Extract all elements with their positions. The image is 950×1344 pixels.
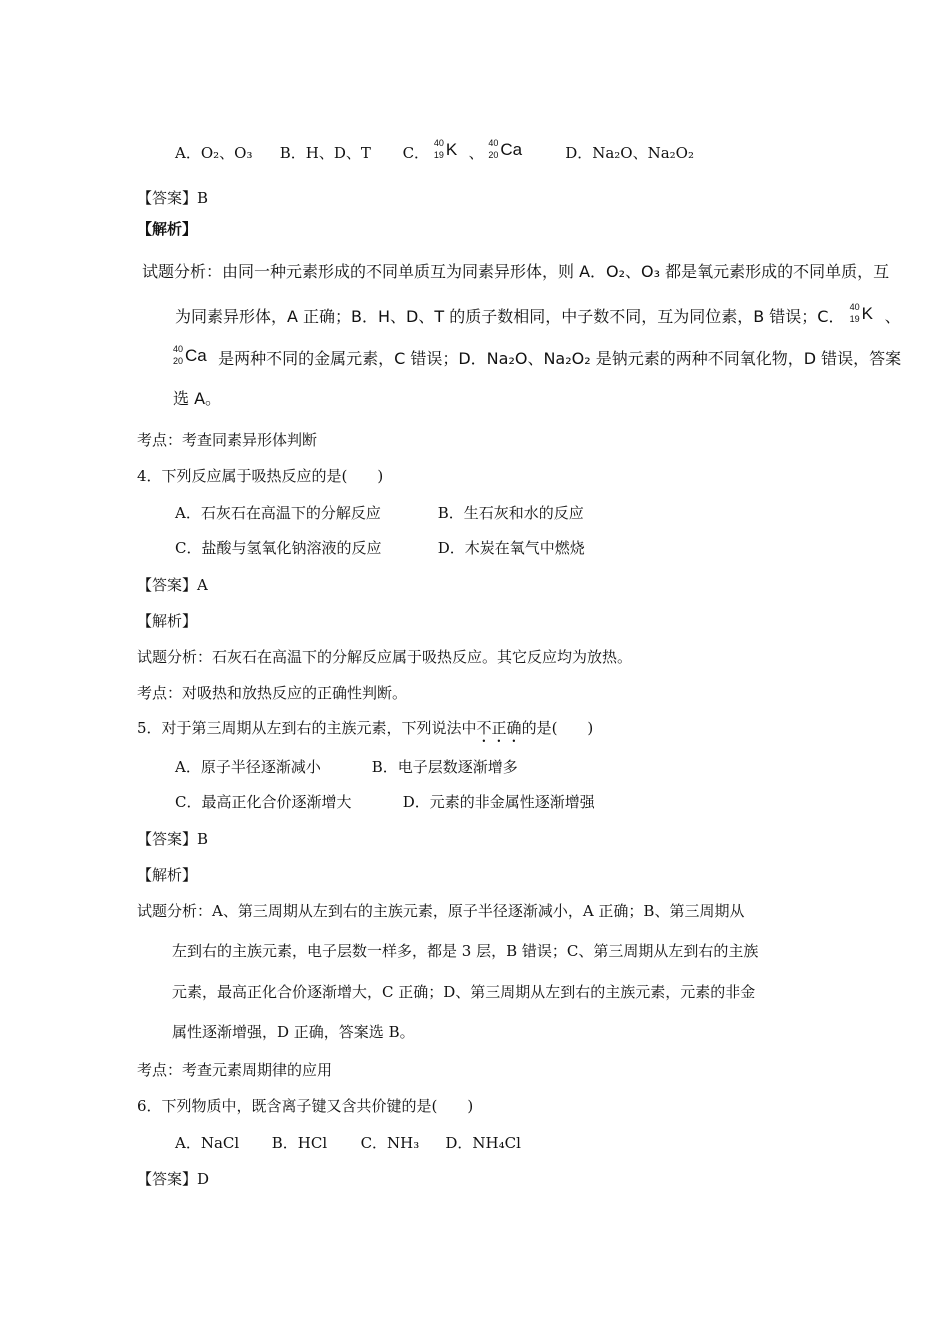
ca-atomic-number: 20	[488, 150, 499, 160]
q6-option-b: B．HCl	[271, 1134, 328, 1152]
q5-analysis-line-2: 左到右的主族元素，电子层数一样多，都是 3 层，B 错误；C、第三周期从左到右的主族	[172, 942, 759, 960]
q3-analysis-label: 【解析】	[137, 220, 198, 238]
q4-options-row-1	[175, 503, 584, 523]
ca-symbol: Ca	[185, 346, 207, 365]
q5-analysis-line-3: 元素，最高正化合价逐渐增大，C 正确；D、第三周期从左到右的主族元素，元素的非金	[172, 983, 756, 1001]
q4-kaodian: 考点：对吸热和放热反应的正确性判断。	[137, 684, 408, 702]
k-mass-number: 40	[849, 302, 860, 312]
q3-options	[175, 140, 694, 164]
k-symbol: K	[861, 304, 873, 323]
q5-option-b: B．电子层数逐渐增多	[371, 758, 518, 776]
q5-kaodian: 考点：考查元素周期律的应用	[137, 1061, 333, 1079]
q4-option-b: B．生石灰和水的反应	[437, 504, 584, 522]
nuclide-ca-40	[488, 140, 532, 164]
q3-option-b: B．H、D、T	[279, 144, 371, 162]
q4-answer: 【答案】A	[137, 576, 208, 594]
q3-option-d: D．Na₂O、Na₂O₂	[565, 144, 694, 162]
q5-analysis-line-4: 属性逐渐增强，D 正确，答案选 B。	[172, 1023, 415, 1041]
q3-separator: 、	[468, 144, 484, 162]
q3-analysis-line-2	[175, 304, 901, 328]
q4-analysis-label: 【解析】	[137, 612, 198, 630]
q6-option-a: A．NaCl	[175, 1134, 240, 1152]
q5-option-d: D．元素的非金属性逐渐增强	[402, 793, 595, 811]
q3-kaodian: 考点：考查同素异形体判断	[137, 431, 318, 449]
q3-option-a: A．O₂、O₃	[175, 144, 253, 162]
k-atomic-number: 19	[849, 314, 860, 324]
q3-answer: 【答案】B	[137, 189, 209, 207]
q3-analysis-separator: 、	[884, 307, 901, 326]
q5-stem-emphasis: 不正确	[476, 719, 522, 737]
q5-options-row-1	[175, 757, 518, 777]
ca-symbol: Ca	[500, 140, 523, 159]
k-atomic-number: 19	[433, 150, 444, 160]
q4-option-d: D．木炭在氧气中燃烧	[437, 539, 585, 557]
q4-options-row-2	[175, 538, 585, 558]
nuclide-k-40-inline	[850, 304, 880, 328]
q3-analysis-line-3-text: 是两种不同的金属元素，C 错误；D．Na₂O、Na₂O₂ 是钠元素的两种不同氧化物，D 错误，答案	[218, 349, 902, 368]
q6-options	[175, 1133, 521, 1153]
q5-options-row-2	[175, 792, 595, 812]
q5-stem	[137, 718, 593, 746]
k-symbol: K	[445, 140, 458, 159]
k-mass-number: 40	[433, 138, 444, 148]
q3-analysis-line-4: 选 A。	[173, 389, 222, 408]
ca-mass-number: 40	[173, 344, 184, 354]
q4-option-c: C．盐酸与氢氧化钠溶液的反应	[175, 539, 382, 557]
q5-option-a: A．原子半径逐渐减小	[175, 758, 321, 776]
ca-atomic-number: 20	[173, 356, 184, 366]
q5-answer: 【答案】B	[137, 830, 209, 848]
q3-option-c-prefix: C．	[402, 144, 430, 162]
q5-analysis-label: 【解析】	[137, 866, 198, 884]
q6-option-d: D．NH₄Cl	[445, 1134, 521, 1152]
q3-analysis-line-2-text: 为同素异形体，A 正确；B．H、D、T 的质子数相同，中子数不同，互为同位素，B 错误；C．	[175, 307, 845, 326]
nuclide-ca-40-inline	[173, 346, 213, 370]
q4-stem: 4．下列反应属于吸热反应的是( )	[137, 467, 384, 485]
q5-stem-text: 5．对于第三周期从左到右的主族元素，下列说法中	[137, 719, 477, 737]
q3-analysis-line-3	[173, 346, 901, 370]
q6-stem: 6．下列物质中，既含离子键又含共价键的是( )	[137, 1097, 474, 1115]
q5-stem-tail: 的是( )	[521, 719, 594, 737]
q5-analysis-line-1: 试题分析：A、第三周期从左到右的主族元素，原子半径逐渐减小，A 正确；B、第三周期从	[137, 902, 745, 920]
q5-option-c: C．最高正化合价逐渐增大	[175, 793, 352, 811]
q6-answer: 【答案】D	[137, 1170, 210, 1188]
q4-analysis: 试题分析：石灰石在高温下的分解反应属于吸热反应。其它反应均为放热。	[137, 648, 633, 666]
nuclide-k-40	[434, 140, 464, 164]
q6-option-c: C．NH₃	[360, 1134, 420, 1152]
ca-mass-number: 40	[488, 138, 499, 148]
q4-option-a: A．石灰石在高温下的分解反应	[175, 504, 381, 522]
q3-analysis-line-1: 试题分析：由同一种元素形成的不同单质互为同素异形体，则 A．O₂、O₃ 都是氧元素形成的不同单质，互	[142, 262, 890, 281]
